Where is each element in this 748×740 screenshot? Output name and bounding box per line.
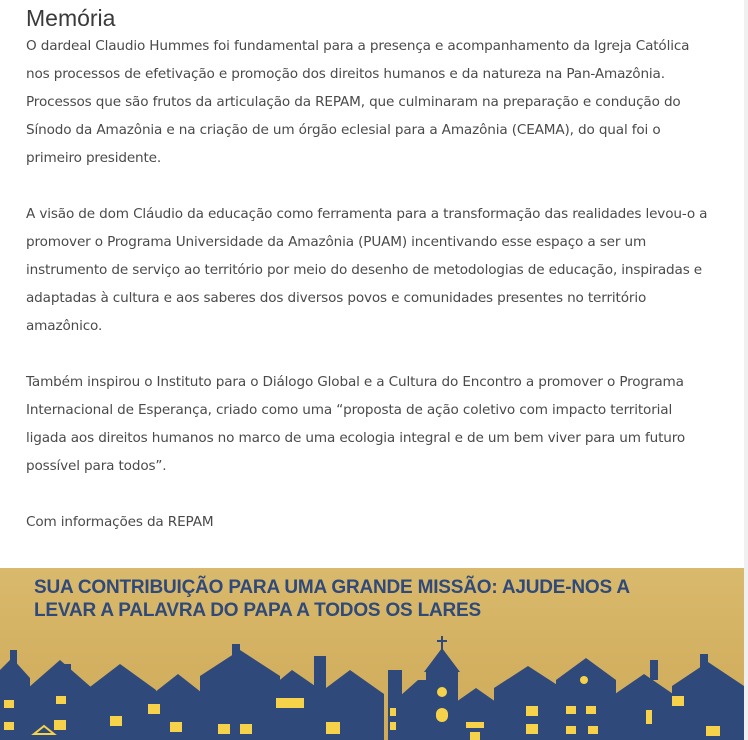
article bbox=[26, 0, 716, 536]
article-paragraph-2: A visão de dom Cláudio da educação como ferramenta para a transformação das realidades levou-o a promover o Programa Universidade da Amazônia (PUAM) incentivando esse espaço a ser um instrumento de serviço ao território por meio do desenho de metodologias de educação, inspiradas e adaptadas à cultura e aos saberes dos diversos povos e comunidades presentes no território amazônico. bbox=[26, 206, 708, 334]
article-paragraph-3: Também inspirou o Instituto para o Diálogo Global e a Cultura do Encontro a promover o Programa Internacional de Esperança, criado como uma “proposta de ação coletivo com impacto territorial ligada aos direitos humanos no marco de uma ecologia integral e de um bem viver para um futuro possível para todos”. bbox=[26, 374, 686, 474]
article-source: Com informações da REPAM bbox=[26, 514, 214, 530]
article-title: Memória bbox=[26, 5, 116, 31]
banner-title[interactable]: SUA CONTRIBUIÇÃO PARA UMA GRANDE MISSÃO: AJUDE-NOS A LEVAR A PALAVRA DO PAPA A TODOS OS LARES bbox=[34, 577, 630, 621]
article-paragraph-1: O dardeal Claudio Hummes foi fundamental para a presença e acompanhamento da Igreja Católica nos processos de efetivação e promoção dos direitos humanos e da natureza na Pan-Amazônia. Processos que são frutos da articulação da REPAM, que culminaram na preparação e condução do Sínodo da Amazônia e na criação de um órgão eclesial para a Amazônia (CEAMA), do qual foi o primeiro presidente. bbox=[26, 38, 690, 166]
houses-skyline-icon bbox=[0, 630, 744, 740]
donation-banner[interactable] bbox=[0, 568, 744, 740]
scrollbar-track[interactable] bbox=[744, 0, 748, 740]
